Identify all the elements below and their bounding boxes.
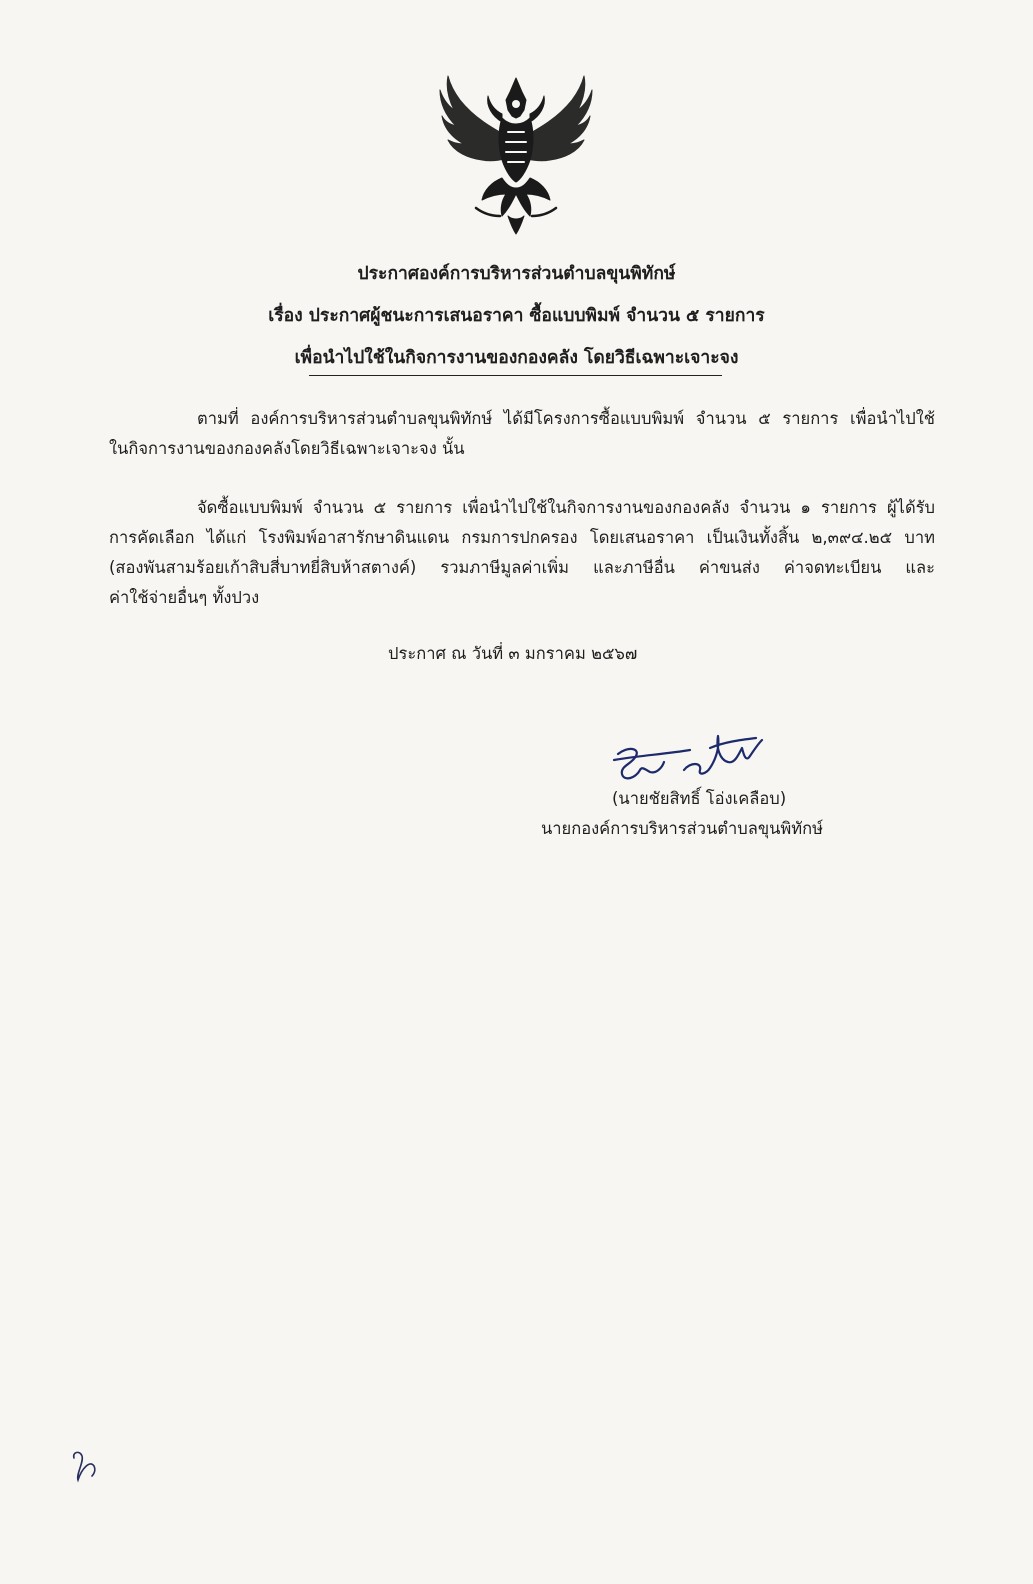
- signer-title: นายกองค์การบริหารส่วนตำบลขุนพิทักษ์: [541, 819, 824, 838]
- header-line-2: เรื่อง ประกาศผู้ชนะการเสนอราคา ซื้อแบบพิมพ์ จำนวน ๕ รายการ: [268, 306, 765, 326]
- header-divider: [309, 375, 722, 376]
- header-line-1: ประกาศองค์การบริหารส่วนตำบลขุนพิทักษ์: [357, 264, 676, 284]
- signer-name: (นายชัยสิทธิ์ โอ่งเคลือบ): [612, 789, 787, 808]
- paragraph-2-line: การคัดเลือก ได้แก่ โรงพิมพ์อาสารักษาดินแดน กรมการปกครอง โดยเสนอราคา เป็นเงินทั้งสิ้น ๒,๓๙๔.๒๕ บาท: [109, 528, 935, 547]
- garuda-emblem-icon: [436, 70, 596, 236]
- header-line-3: เพื่อนำไปใช้ในกิจการงานของกองคลัง โดยวิธีเฉพาะเจาะจง: [294, 348, 739, 368]
- paragraph-1-line: ตามที่ องค์การบริหารส่วนตำบลขุนพิทักษ์ ได้มีโครงการซื้อแบบพิมพ์ จำนวน ๕ รายการ เพื่อนำไปใช้: [197, 409, 935, 428]
- paragraph-1: [109, 404, 935, 464]
- paragraph-1-line: ในกิจการงานของกองคลังโดยวิธีเฉพาะเจาะจง นั้น: [109, 439, 465, 458]
- handwritten-page-mark: [64, 1444, 104, 1484]
- paragraph-2-line: ค่าใช้จ่ายอื่นๆ ทั้งปวง: [109, 588, 260, 607]
- paragraph-2-line: จัดซื้อแบบพิมพ์ จำนวน ๕ รายการ เพื่อนำไปใช้ในกิจการงานของกองคลัง จำนวน ๑ รายการ ผู้ได้รับ: [197, 498, 935, 517]
- signature-mark: [606, 726, 786, 788]
- announcement-date: ประกาศ ณ วันที่ ๓ มกราคม ๒๕๖๗: [388, 644, 638, 663]
- paragraph-2-line: (สองพันสามร้อยเก้าสิบสี่บาทยี่สิบห้าสตางค์) รวมภาษีมูลค่าเพิ่ม และภาษีอื่น ค่าขนส่ง ค่าจดทะเบียน และ: [109, 558, 935, 577]
- paragraph-2: [109, 493, 935, 613]
